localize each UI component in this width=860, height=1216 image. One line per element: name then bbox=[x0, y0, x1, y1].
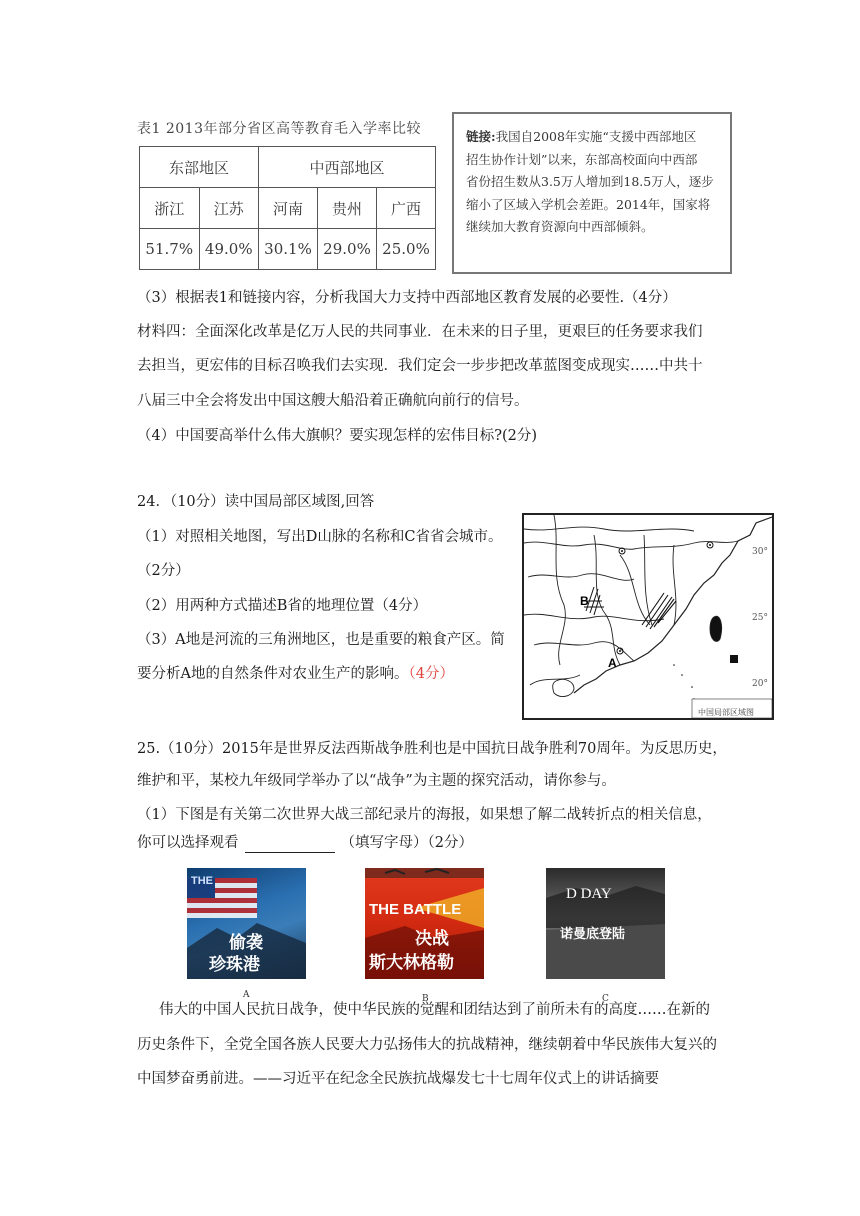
china-regional-map bbox=[522, 513, 774, 720]
table-cell-rate: 29.0% bbox=[318, 229, 377, 270]
poster-stalingrad bbox=[365, 868, 484, 979]
map-drawing bbox=[524, 515, 772, 718]
q24-question-2: （2）用两种方式描述B省的地理位置（4分） bbox=[137, 598, 428, 614]
table1-title: 表1 2013年部分省区高等教育毛入学率比较 bbox=[137, 121, 421, 137]
q25-stem: 25.（10分）2015年是世界反法西斯战争胜利也是中国抗日战争胜利70周年。为反思历史， bbox=[137, 741, 727, 757]
lat-label: 30° bbox=[752, 547, 768, 557]
link-box-label: 链接: bbox=[466, 129, 496, 144]
poster-c-title: 诺曼底登陆 bbox=[560, 927, 626, 942]
poster-b-letter: B bbox=[422, 994, 429, 1004]
q24-question-3: （3）A地是河流的三角洲地区，也是重要的粮食产区。简 bbox=[137, 632, 505, 648]
poster-a-title-1: 偷袭 bbox=[229, 933, 263, 953]
link-box-line: 我国自2008年实施“支援中西部地区 bbox=[495, 129, 697, 144]
poster-normandy bbox=[546, 868, 665, 979]
table-cell-province: 浙江 bbox=[140, 188, 200, 229]
enrollment-rate-table bbox=[139, 146, 436, 270]
material4-line: 去担当，更宏伟的目标召唤我们去实现．我们定会一步步把改革蓝图变成现实……中共十 bbox=[137, 358, 703, 374]
poster-a-letter: A bbox=[243, 990, 250, 1000]
q24-question-1: （1）对照相关地图，写出D山脉的名称和C省省会城市。 bbox=[137, 529, 503, 545]
q25-question-1-cont: 你可以选择观看 （填写字母）（2分） bbox=[137, 835, 473, 851]
q23-question-3: （3）根据表1和链接内容，分析我国大力支持中西部地区教育发展的必要性.（4分） bbox=[137, 290, 677, 306]
q25-stem-cont: 维护和平，某校九年级同学举办了以“战争”为主题的探究活动，请你参与。 bbox=[137, 773, 616, 789]
q25-question-1: （1）下图是有关第二次世界大战三部纪录片的海报，如果想了解二战转折点的相关信息， bbox=[137, 807, 712, 823]
svg-text:THE BATTLE: THE BATTLE bbox=[369, 901, 462, 918]
lat-label: 20° bbox=[752, 679, 768, 689]
q24-question-3-score: （4分） bbox=[408, 666, 454, 682]
link-box-line: 继续加大教育资源向中西部倾斜。 bbox=[466, 219, 654, 235]
quote-line: 伟大的中国人民抗日战争，使中华民族的觉醒和团结达到了前所未有的高度……在新的 bbox=[159, 1002, 710, 1018]
table-cell-rate: 30.1% bbox=[259, 229, 318, 270]
quote-line: 中国梦奋勇前进。——习近平在纪念全民族抗战爆发七十七周年仪式上的讲话摘要 bbox=[137, 1071, 659, 1087]
link-box-line: 招生协作计划”以来，东部高校面向中西部 bbox=[466, 151, 698, 167]
poster-b-title-2: 斯大林格勒 bbox=[369, 953, 454, 973]
table-cell-rate: 49.0% bbox=[199, 229, 259, 270]
table-cell-province: 河南 bbox=[259, 188, 318, 229]
q24-question-3-cont: 要分析A地的自然条件对农业生产的影响。（4分） bbox=[137, 666, 454, 682]
poster-a-title-2: 珍珠港 bbox=[209, 955, 260, 975]
table-cell-rate: 25.0% bbox=[377, 229, 436, 270]
q23-question-4: （4）中国要高举什么伟大旗帜？要实现怎样的宏伟目标?(2分) bbox=[137, 428, 538, 444]
material4-line: 材料四：全面深化改革是亿万人民的共同事业．在未来的日子里，更艰巨的任务要求我们 bbox=[137, 324, 703, 340]
table-header-east: 东部地区 bbox=[140, 147, 259, 188]
table-cell-province: 广西 bbox=[377, 188, 436, 229]
map-label-b: B bbox=[580, 594, 589, 608]
poster-pearl-harbor bbox=[187, 868, 306, 979]
q24-question-1-score: （2分） bbox=[137, 563, 190, 579]
poster-b-title-1: 决战 bbox=[415, 929, 449, 949]
link-box bbox=[452, 112, 732, 274]
table-header-central-west: 中西部地区 bbox=[259, 147, 436, 188]
table-cell-rate: 51.7% bbox=[140, 229, 200, 270]
table-cell-province: 江苏 bbox=[199, 188, 259, 229]
quote-line: 历史条件下，全党全国各族人民要大力弘扬伟大的抗战精神，继续朝着中华民族伟大复兴的 bbox=[137, 1037, 717, 1053]
link-box-line: 缩小了区域入学机会差距。2014年，国家将 bbox=[466, 196, 711, 212]
q24-stem: 24．（10分）读中国局部区域图,回答 bbox=[137, 494, 375, 510]
material4-line: 八届三中全会将发出中国这艘大船沿着正确航向前行的信号。 bbox=[137, 393, 529, 409]
lat-label: 25° bbox=[752, 613, 768, 623]
link-box-line: 省份招生数从3.5万人增加到18.5万人，逐步 bbox=[466, 174, 714, 190]
poster-c-letter: C bbox=[602, 994, 609, 1004]
svg-text:D DAY: D DAY bbox=[566, 886, 612, 902]
svg-text:THE: THE bbox=[191, 875, 213, 887]
map-caption: 中国局部区域图 bbox=[698, 708, 754, 717]
answer-blank[interactable] bbox=[245, 838, 335, 853]
map-label-a: A bbox=[608, 656, 617, 670]
table-cell-province: 贵州 bbox=[318, 188, 377, 229]
